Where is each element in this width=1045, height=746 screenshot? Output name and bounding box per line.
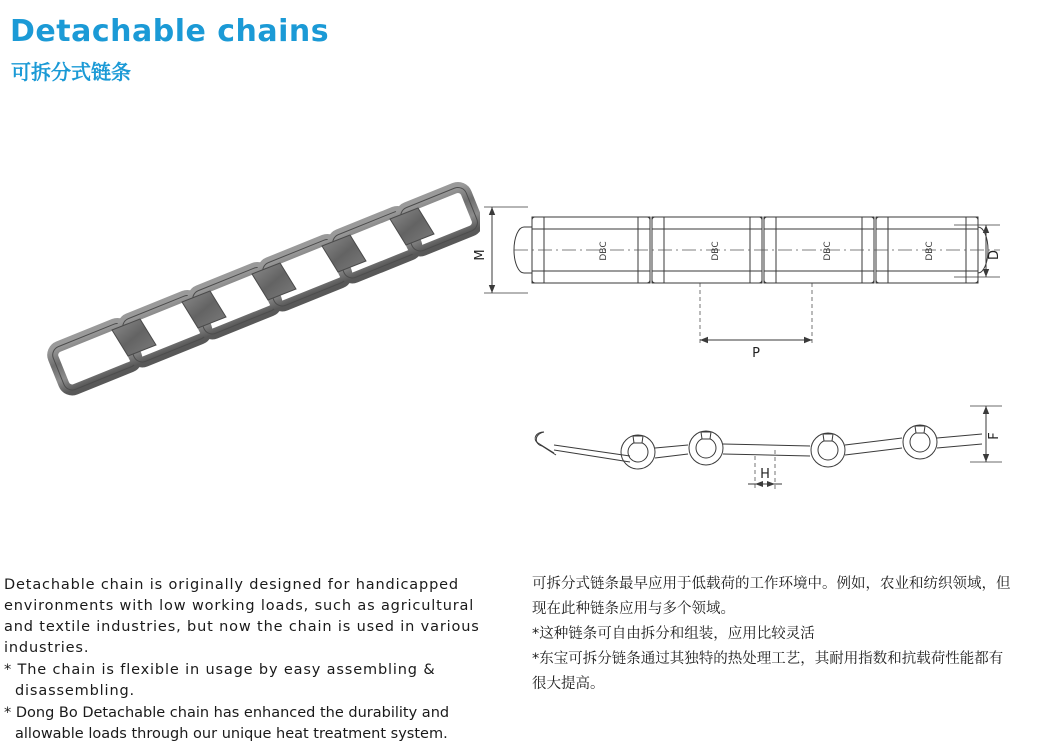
page-title: Detachable chains xyxy=(10,14,330,49)
chain-top-view-drawing xyxy=(470,390,1010,520)
dimension-label-f: F xyxy=(987,432,1002,440)
description-chinese-bullet-2: *东宝可拆分链条通过其独特的热处理工艺，其耐用指数和抗载荷性能都有很大提高。 xyxy=(532,651,1004,692)
description-english xyxy=(4,575,494,746)
description-english-paragraph: Detachable chain is originally designed for handicapped environments with low working loads, such as agricultural and textile industries, but now the chain is used in various industries. xyxy=(4,577,480,656)
dimension-label-m: M xyxy=(473,249,488,261)
description-chinese xyxy=(532,572,1012,697)
chain-side-view-drawing xyxy=(470,185,1010,385)
link-mark-1: DBC xyxy=(599,241,609,261)
description-english-bullet-2: * Dong Bo Detachable chain has enhanced the durability and allowable loads through our unique heat treatment system. xyxy=(4,705,450,742)
link-mark-2: DBC xyxy=(711,241,721,261)
link-mark-3: DBC xyxy=(823,241,833,261)
description-chinese-bullet-1: *这种链条可自由拆分和组装，应用比较灵活 xyxy=(532,626,815,642)
link-mark-4: DBC xyxy=(925,241,935,261)
detachable-chain-photo xyxy=(20,180,480,430)
dimension-label-d: D xyxy=(987,249,1002,261)
description-chinese-paragraph: 可拆分式链条最早应用于低载荷的工作环境中。例如，农业和纺织领域，但现在此种链条应用与多个领域。 xyxy=(532,576,1011,617)
dimension-label-p: P xyxy=(752,346,760,361)
description-english-bullet-1: * The chain is flexible in usage by easy assembling & disassembling. xyxy=(4,662,436,699)
dimension-label-h: H xyxy=(760,467,770,482)
page-subtitle-chinese: 可拆分式链条 xyxy=(11,60,131,84)
